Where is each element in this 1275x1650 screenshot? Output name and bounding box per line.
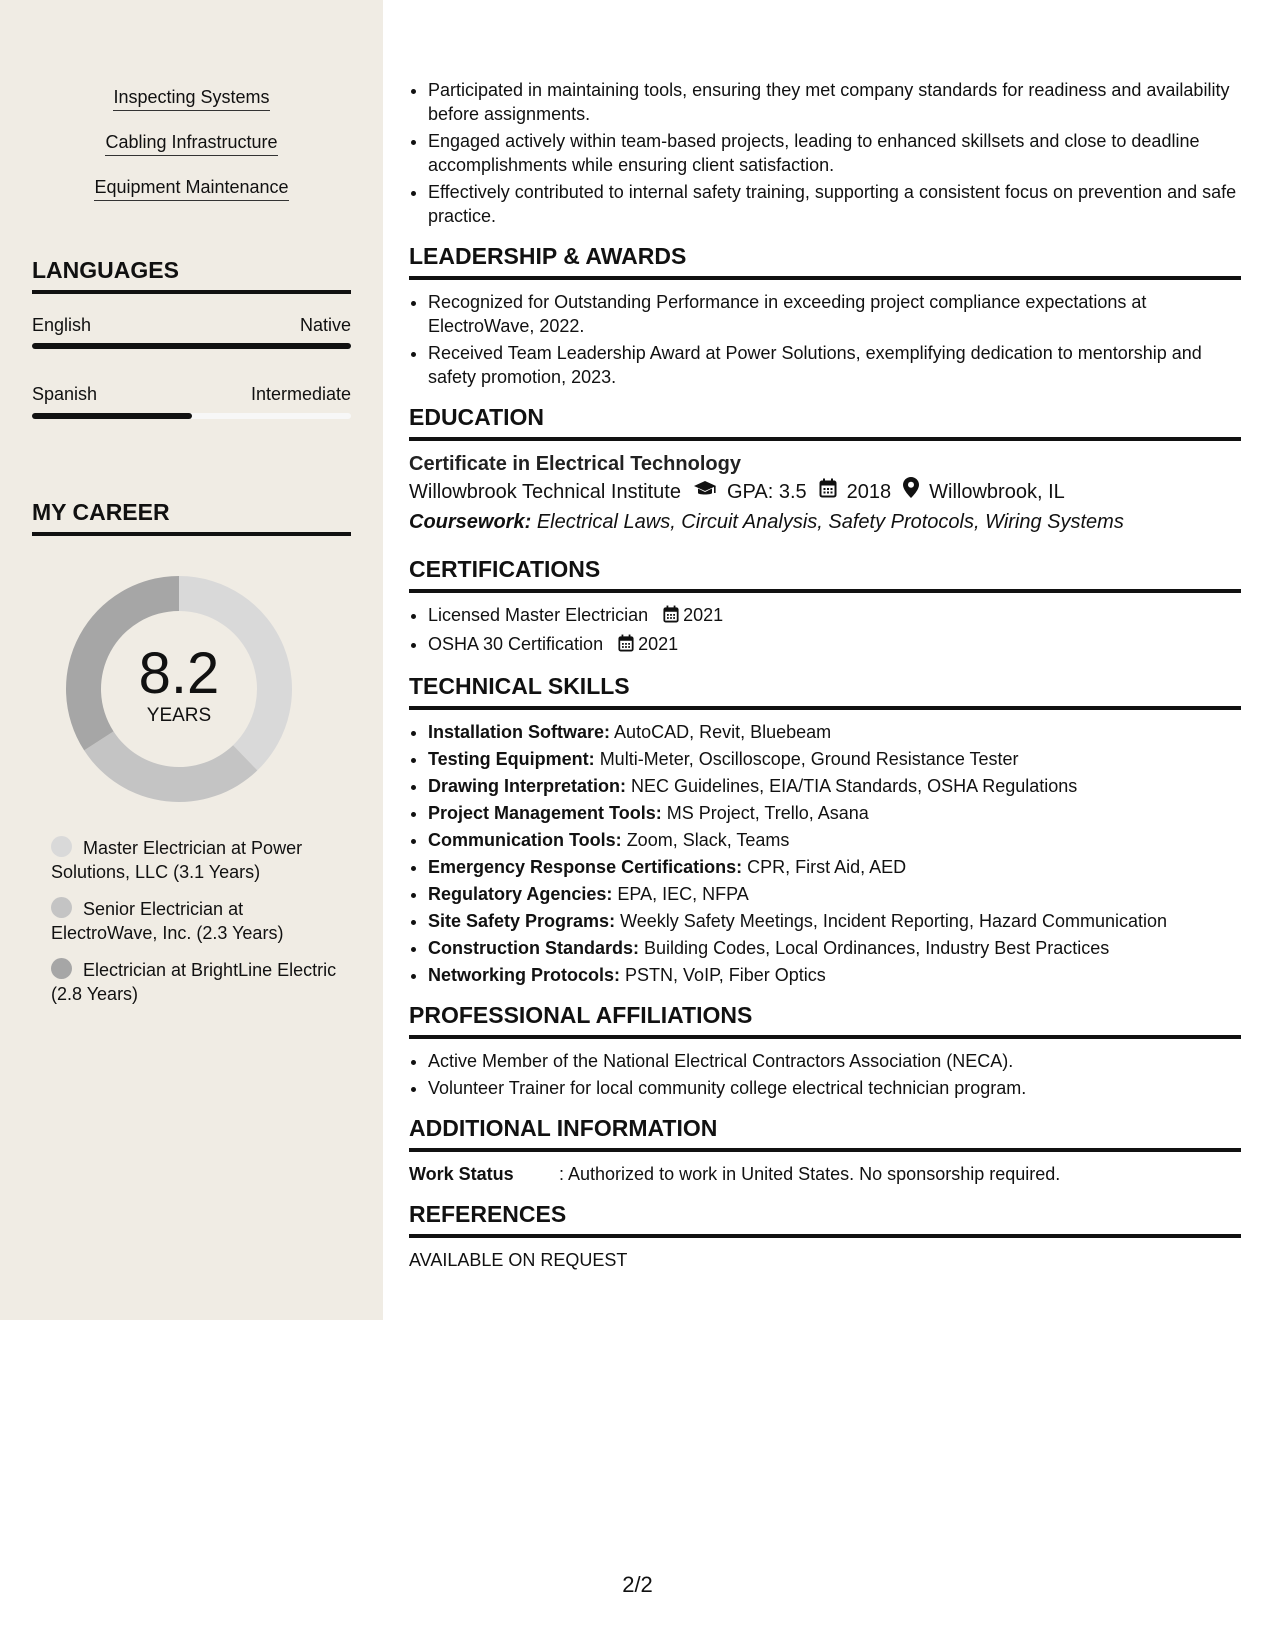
certification-year: 2021 <box>638 634 679 654</box>
skill-label: Networking Protocols: <box>428 965 621 985</box>
career-total-years: 8.2 <box>138 641 220 706</box>
technical-skill-item <box>428 801 1241 825</box>
education-location: Willowbrook, IL <box>929 481 1065 503</box>
skill-value: Building Codes, Local Ordinances, Industry Best Practices <box>644 938 1110 958</box>
work-status-value: : Authorized to work in United States. No sponsorship required. <box>559 1164 1061 1184</box>
language-row <box>32 314 351 336</box>
references-text: AVAILABLE ON REQUEST <box>409 1250 628 1270</box>
certification-year: 2021 <box>683 605 724 625</box>
language-bar-fill <box>32 343 351 349</box>
career-item-label: Senior Electrician at ElectroWave, Inc. (2.3 Years) <box>51 899 284 943</box>
skill-label: Testing Equipment: <box>428 749 595 769</box>
award-item: • Recognized for Outstanding Performance in exceeding project compliance expectations at ElectroWave, 2022. <box>428 290 1241 338</box>
coursework-label: Coursework: <box>409 511 532 533</box>
language-bar <box>32 413 351 419</box>
education-school: Willowbrook Technical Institute <box>409 481 681 503</box>
skill-label: Site Safety Programs: <box>428 911 616 931</box>
affiliations-list <box>409 1049 1241 1100</box>
affiliations-heading: PROFESSIONAL AFFILIATIONS <box>409 1001 1241 1039</box>
skill-tag: Cabling Infrastructure <box>105 131 277 156</box>
career-legend <box>51 836 351 1019</box>
technical-skill-item <box>428 747 1241 771</box>
experience-bullets <box>409 78 1241 228</box>
skill-value: Zoom, Slack, Teams <box>626 830 790 850</box>
education-meta <box>409 477 1241 507</box>
career-heading: MY CAREER <box>32 498 351 536</box>
skill-tag: Inspecting Systems <box>113 86 269 111</box>
graduation-cap-icon <box>693 477 717 507</box>
career-donut-center <box>66 576 292 802</box>
skill-value: Multi-Meter, Oscilloscope, Ground Resistance Tester <box>599 749 1019 769</box>
skill-value: MS Project, Trello, Asana <box>666 803 869 823</box>
skill-label: Emergency Response Certifications: <box>428 857 743 877</box>
calendar-icon <box>618 634 634 658</box>
coursework-value: Electrical Laws, Circuit Analysis, Safety Protocols, Wiring Systems <box>536 511 1124 533</box>
education-coursework <box>409 507 1241 537</box>
skill-value: AutoCAD, Revit, Bluebeam <box>614 722 832 742</box>
career-item <box>51 836 351 884</box>
language-level: Native <box>299 315 351 335</box>
language-name: Spanish <box>32 384 98 404</box>
technical-skill-item <box>428 909 1241 933</box>
sidebar <box>0 0 383 1320</box>
skill-label: Installation Software: <box>428 722 611 742</box>
technical-skill-item <box>428 936 1241 960</box>
calendar-icon <box>663 605 679 629</box>
technical-skill-item <box>428 720 1241 744</box>
skill-label: Project Management Tools: <box>428 803 662 823</box>
legend-dot <box>51 958 72 979</box>
work-status-row <box>409 1162 1241 1186</box>
career-item-label: Electrician at BrightLine Electric (2.8 Years) <box>51 960 337 1004</box>
awards-heading: LEADERSHIP & AWARDS <box>409 242 1241 280</box>
skill-label: Construction Standards: <box>428 938 640 958</box>
experience-bullet: • Engaged actively within team-based projects, leading to enhanced skillsets and close to deadline accomplishments while ensuring client satisfaction. <box>428 129 1241 177</box>
education-year: 2018 <box>846 481 892 503</box>
language-name: English <box>32 315 92 335</box>
references-heading: REFERENCES <box>409 1200 1241 1238</box>
experience-bullet: • Participated in maintaining tools, ensuring they met company standards for readiness and availability before assignments. <box>428 78 1241 126</box>
language-row <box>32 383 351 405</box>
technical-skills-heading: TECHNICAL SKILLS <box>409 672 1241 710</box>
career-total-unit: YEARS <box>146 705 212 726</box>
certifications-list <box>409 603 1241 658</box>
education-gpa: GPA: 3.5 <box>726 481 807 503</box>
skill-label: Drawing Interpretation: <box>428 776 627 796</box>
technical-skill-item <box>428 828 1241 852</box>
language-bar-fill <box>32 413 192 419</box>
career-item <box>51 897 351 945</box>
education-degree: Certificate in Electrical Technology <box>409 453 741 475</box>
work-status-label: Work Status <box>409 1164 514 1184</box>
technical-skill-item <box>428 963 1241 987</box>
languages-heading: LANGUAGES <box>32 256 351 294</box>
skill-value: EPA, IEC, NFPA <box>617 884 749 904</box>
skill-value: Weekly Safety Meetings, Incident Reporting, Hazard Communication <box>620 911 1168 931</box>
technical-skills-list <box>409 720 1241 987</box>
legend-dot <box>51 836 72 857</box>
career-item-label: Master Electrician at Power Solutions, LLC (3.1 Years) <box>51 838 303 882</box>
skills-list <box>0 86 383 221</box>
language-bar <box>32 343 351 349</box>
skill-label: Communication Tools: <box>428 830 622 850</box>
main-content <box>409 78 1241 1272</box>
location-pin-icon <box>903 477 919 507</box>
skill-label: Regulatory Agencies: <box>428 884 613 904</box>
certification-name: Licensed Master Electrician <box>428 605 649 625</box>
education-heading: EDUCATION <box>409 403 1241 441</box>
technical-skill-item <box>428 774 1241 798</box>
technical-skill-item <box>428 882 1241 906</box>
certifications-heading: CERTIFICATIONS <box>409 555 1241 593</box>
certification-name: OSHA 30 Certification <box>428 634 604 654</box>
awards-list <box>409 290 1241 389</box>
legend-dot <box>51 897 72 918</box>
technical-skill-item <box>428 855 1241 879</box>
calendar-icon <box>819 477 837 507</box>
certification-item <box>428 603 1241 629</box>
skill-value: PSTN, VoIP, Fiber Optics <box>625 965 826 985</box>
experience-bullet: • Effectively contributed to internal safety training, supporting a consistent focus on prevention and safe practice. <box>428 180 1241 228</box>
skill-tag: Equipment Maintenance <box>94 176 288 201</box>
additional-info-heading: ADDITIONAL INFORMATION <box>409 1114 1241 1152</box>
certification-item <box>428 632 1241 658</box>
affiliation-item: • Volunteer Trainer for local community college electrical technician program. <box>428 1076 1241 1100</box>
skill-value: NEC Guidelines, EIA/TIA Standards, OSHA Regulations <box>631 776 1078 796</box>
page-number: 2/2 <box>622 1572 653 1597</box>
career-item <box>51 958 351 1006</box>
award-item: • Received Team Leadership Award at Power Solutions, exemplifying dedication to mentorship and safety promotion, 2023. <box>428 341 1241 389</box>
career-donut-chart <box>66 576 292 802</box>
skill-value: CPR, First Aid, AED <box>747 857 907 877</box>
affiliation-item: • Active Member of the National Electrical Contractors Association (NECA). <box>428 1049 1241 1073</box>
language-level: Intermediate <box>250 384 351 404</box>
